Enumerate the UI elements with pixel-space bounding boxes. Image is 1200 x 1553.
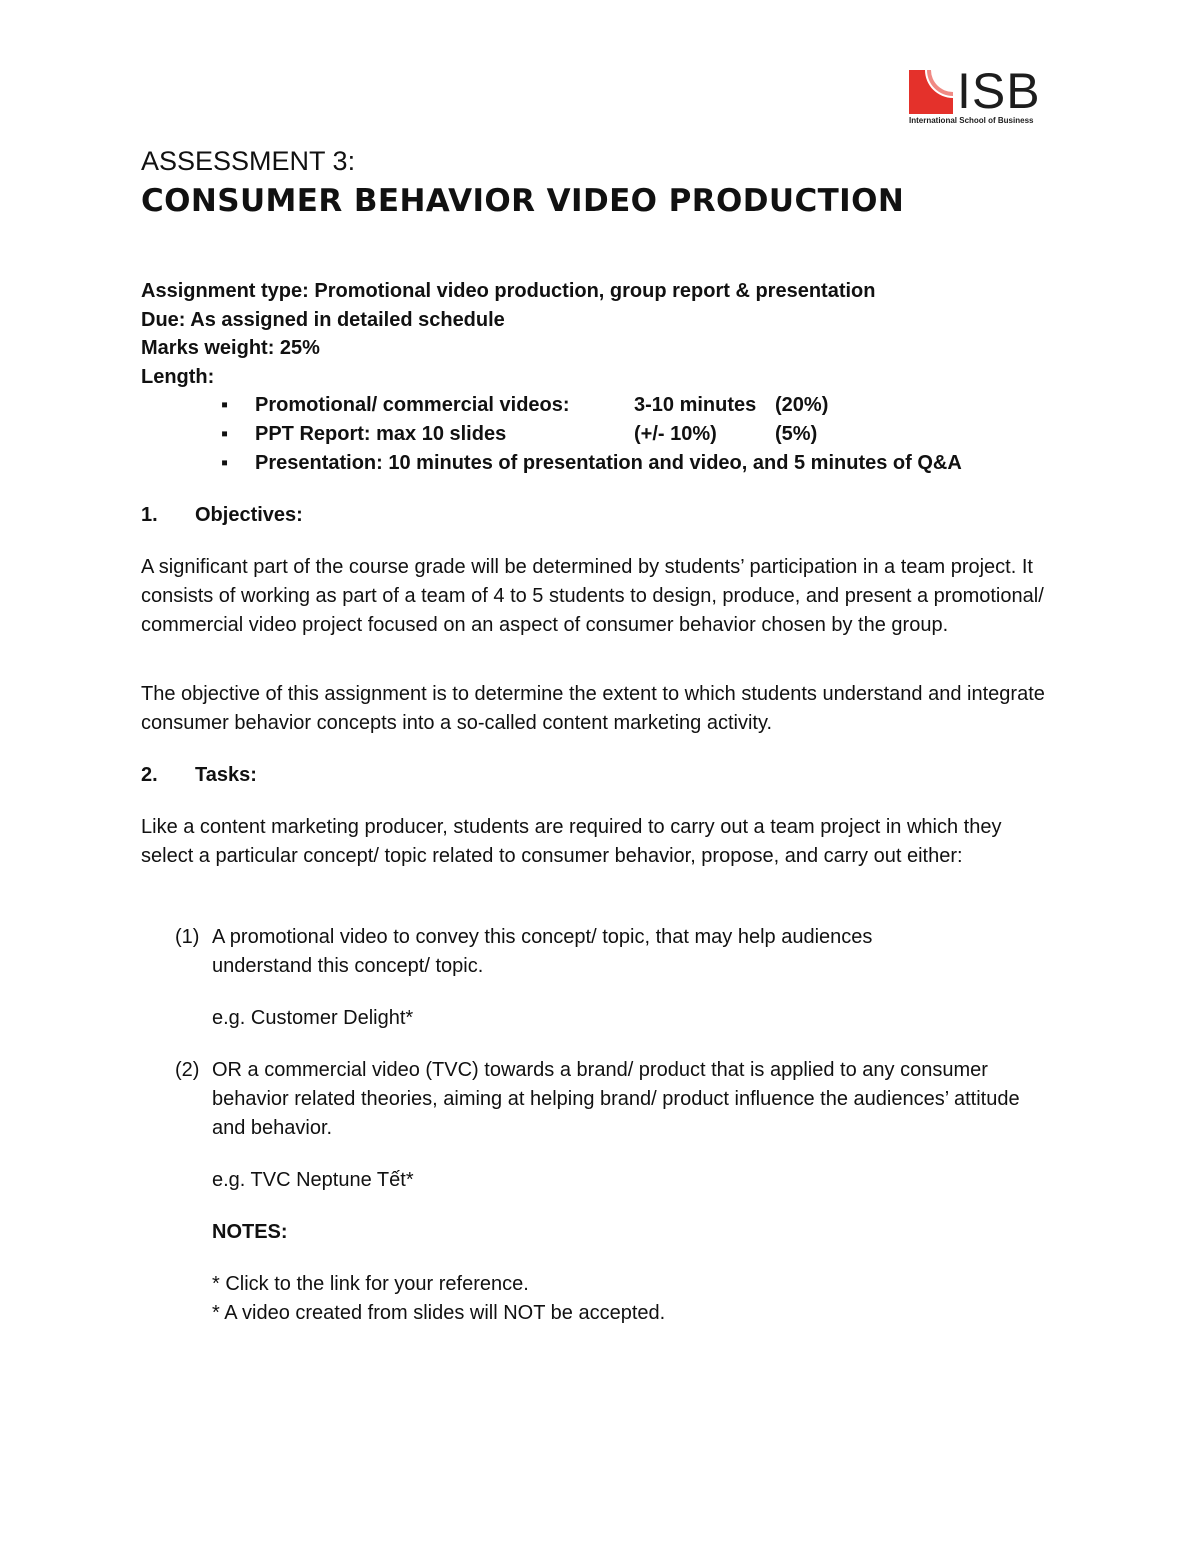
task-option-text: A promotional video to convey this concept/ topic, that may help audiences understand this concept/ topic. <box>212 926 873 977</box>
assessment-label: ASSESSMENT 3: <box>141 146 356 176</box>
section-number: 2. <box>141 764 158 786</box>
assignment-type: Assignment type: Promotional video production, group report & presentation <box>141 280 876 302</box>
bullet: ▪ <box>221 394 229 416</box>
logo-subtitle: International School of Business <box>909 116 1034 125</box>
section-title: Tasks: <box>195 764 257 786</box>
notes-heading: NOTES: <box>212 1221 288 1243</box>
logo-text: ISB <box>957 63 1041 119</box>
page-title: CONSUMER BEHAVIOR VIDEO PRODUCTION <box>141 183 905 219</box>
task-option-text: OR a commercial video (TVC) towards a brand/ product that is applied to any consumer behavior related theories, aiming at helping brand/ product influence the audiences’ attitude and behavior. <box>212 1059 1020 1139</box>
length-label-report: PPT Report: max 10 slides <box>255 423 507 445</box>
note-item: * A video created from slides will NOT be accepted. <box>212 1302 666 1324</box>
task-option-2-example: e.g. TVC Neptune Tết* <box>212 1169 414 1191</box>
length-label-presentation: Presentation: 10 minutes of presentation and video, and 5 minutes of Q&A <box>255 452 962 474</box>
section-heading-tasks <box>141 761 257 790</box>
section-title: Objectives: <box>195 504 303 526</box>
length-pct-report: (5%) <box>775 423 818 445</box>
task-option-number: (1) <box>175 926 200 948</box>
length-label-videos: Promotional/ commercial videos: <box>255 394 570 416</box>
objectives-paragraph-2: The objective of this assignment is to determine the extent to which students understand and integrate consumer behavior concepts into a so-called content marketing activity. <box>141 683 1045 734</box>
task-option-number: (2) <box>175 1059 200 1081</box>
length-detail-videos: 3-10 minutes <box>634 394 757 416</box>
due-date: Due: As assigned in detailed schedule <box>141 308 505 331</box>
marks-weight: Marks weight: 25% <box>141 337 320 359</box>
isb-logo <box>909 63 1051 126</box>
bullet: ▪ <box>221 452 229 474</box>
section-heading-objectives <box>141 501 303 530</box>
assignment-meta <box>141 277 875 391</box>
tasks-intro: Like a content marketing producer, students are required to carry out a team project in which they select a particular concept/ topic related to consumer behavior, propose, and carry out either: <box>141 816 1002 867</box>
section-number: 1. <box>141 504 158 526</box>
length-label: Length: <box>141 365 215 388</box>
objectives-paragraph-1: A significant part of the course grade will be determined by students’ participation in a team project. It consists of working as part of a team of 4 to 5 students to design, produce, and present a promotional/ commercial video project focused on an aspect of consumer behavior chosen by the group. <box>141 556 1044 636</box>
length-detail-report: (+/- 10%) <box>634 423 717 445</box>
note-item: * Click to the link for your reference. <box>212 1273 529 1295</box>
task-option-1-example: e.g. Customer Delight* <box>212 1007 414 1029</box>
length-pct-videos: (20%) <box>775 394 829 416</box>
bullet: ▪ <box>221 423 229 445</box>
isb-logo-mark-icon <box>909 70 953 114</box>
